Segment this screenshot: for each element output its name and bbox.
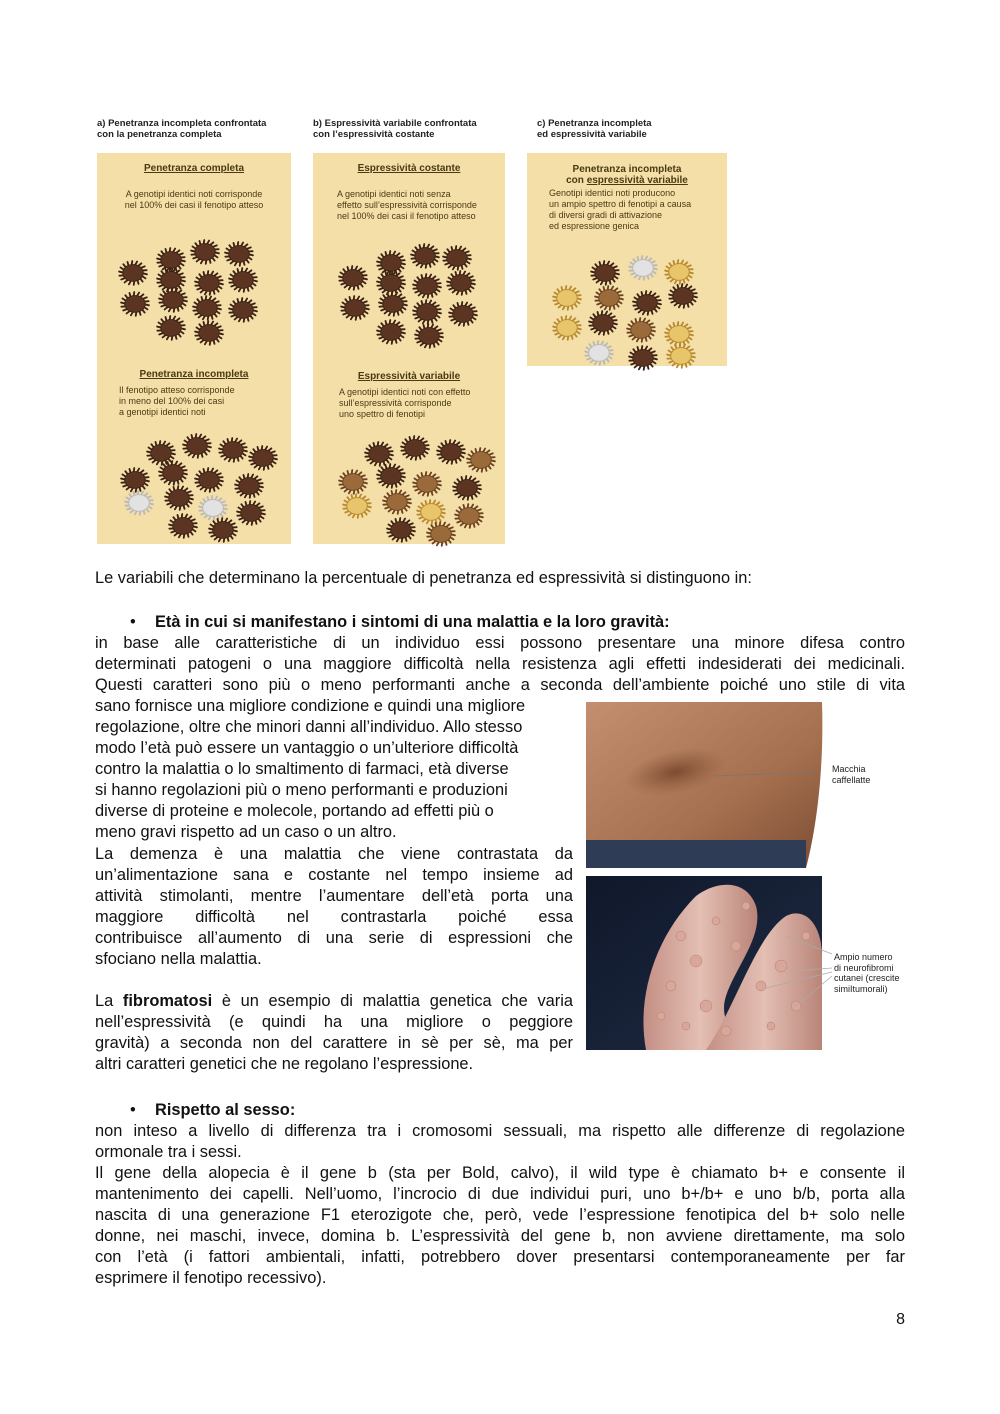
hair-tuft-icon — [411, 469, 443, 497]
hair-tuft-icon — [631, 288, 663, 316]
cafe-au-lait-label — [832, 764, 870, 785]
panel-b-top-title: Espressività costante — [357, 163, 461, 174]
figure-caption-a — [97, 118, 266, 140]
skin-arm-image — [586, 702, 904, 868]
hair-tuft-icon — [453, 501, 485, 529]
text-line: gravità) a seconda non del carattere in sè per sè, ma per — [95, 1034, 573, 1052]
text-line: sull’espressività corrisponde — [339, 398, 452, 408]
hair-tuft-icon — [193, 318, 225, 346]
cafe-au-lait-photo — [586, 702, 904, 868]
panel-a-top-text — [97, 189, 291, 211]
hair-tuft-icon — [341, 491, 373, 519]
label-line: simiItumorali) — [834, 983, 888, 994]
text-line: nascita di una generazione F1 eterozigote che, però, vede l’espressione fenotipica del b+ solo nelle — [95, 1206, 905, 1224]
neurofibroma-label — [834, 952, 900, 994]
caption-line: a) Penetranza incompleta confrontata — [97, 118, 267, 129]
text-line: in base alle caratteristiche di un individuo essi possono presentare una minore difesa contro — [95, 634, 905, 652]
hair-tuft-icon — [445, 268, 477, 296]
text-line: contribuisce all’aumento di una serie di espressioni che — [95, 929, 573, 947]
figure-caption-c — [537, 118, 652, 140]
hair-tuft-icon — [227, 295, 259, 323]
intro-paragraph: Le variabili che determinano la percentuale di penetranza ed espressività si distinguono in: — [95, 569, 752, 587]
text-span: La — [95, 992, 123, 1010]
text-line: ormonale tra i sessi. — [95, 1143, 242, 1161]
text-line: modo l’età può essere un vantaggio o un’ulteriore difficoltà — [95, 739, 519, 757]
panel-c-title — [527, 164, 727, 186]
hair-tuft-icon — [157, 458, 189, 486]
label-line: Ampio numero — [834, 952, 893, 962]
panel-a-bottom-title: Penetranza incompleta — [139, 369, 249, 380]
text-line: in meno del 100% dei casi — [119, 396, 225, 406]
hair-tuft-icon — [191, 293, 223, 321]
hair-tuft-icon — [227, 265, 259, 293]
label-line: di neurofibromi — [834, 962, 894, 973]
text-line: donne, nei maschi, invece, domina b. L’espressività del gene b, non avviene direttamente, ma solo — [95, 1227, 905, 1245]
hair-tuft-icon — [425, 519, 457, 547]
text-line: nell’espressività (e quindi ha una migliore o peggiore — [95, 1013, 573, 1031]
hair-tuft-icon — [193, 465, 225, 493]
label-line: caffellatte — [832, 774, 871, 785]
title-line: Penetranza incompleta — [572, 164, 682, 175]
caption-line: c) Penetranza incompleta — [537, 118, 652, 129]
page-number: 8 — [896, 1311, 905, 1328]
text-line: ed espressione genica — [549, 221, 640, 231]
label-line: cutanei (crescite — [834, 973, 900, 983]
text-line: Questi caratteri sono più o meno performanti anche a seconda dell’ambiente poiché uno stile di vita — [95, 676, 905, 694]
hair-tuft-icon — [167, 511, 199, 539]
hair-tuft-icon — [411, 271, 443, 299]
hair-tuft-icon — [339, 293, 371, 321]
hair-tuft-icon — [375, 317, 407, 345]
text-line: meno gravi rispetto ad un caso o un altro. — [95, 823, 397, 841]
hair-tuft-icon — [119, 289, 151, 317]
text-line — [95, 991, 573, 1012]
hair-tuft-icon — [233, 471, 265, 499]
bold-term: fibromatosi — [122, 992, 213, 1010]
text-line: altri caratteri genetici che ne regolano l’espressione. — [95, 1055, 474, 1073]
bullet-heading-text: Rispetto al sesso: — [155, 1101, 296, 1119]
hair-tuft-icon — [377, 289, 409, 317]
hair-tuft-icon — [441, 243, 473, 271]
text-line: nel 100% dei casi il fenotipo atteso — [337, 211, 476, 221]
hair-tuft-icon — [451, 473, 483, 501]
text-line: Il fenotipo atteso corrisponde — [119, 385, 235, 395]
bullet-heading-sex — [130, 1100, 296, 1121]
hair-tuft-icon — [551, 283, 583, 311]
bullet-icon: • — [130, 613, 136, 631]
hair-tuft-icon — [625, 315, 657, 343]
hair-tuft-icon — [667, 281, 699, 309]
hair-tuft-icon — [163, 483, 195, 511]
hair-tuft-icon — [157, 285, 189, 313]
text-line: A genotipi identici noti con effetto — [339, 387, 471, 397]
hair-tuft-icon — [583, 338, 615, 366]
text-line: attività stimolanti, mentre l’aumentare dell’età porta una — [95, 887, 573, 905]
hair-tuft-icon — [587, 308, 619, 336]
text-line: sano fornisce una migliore condizione e quindi una migliore — [95, 697, 526, 715]
hair-tuft-icon — [435, 437, 467, 465]
panel-b-top-text — [337, 189, 477, 222]
bullet-heading-age — [130, 612, 670, 633]
hair-tuft-icon — [235, 498, 267, 526]
hair-tuft-icon — [399, 433, 431, 461]
hair-tuft-icon — [589, 258, 621, 286]
label-line: Macchia — [832, 764, 866, 774]
text-line: esprimere il fenotipo recessivo). — [95, 1269, 327, 1287]
text-line: A genotipi identici noti corrisponde — [125, 189, 263, 199]
text-line: Genotipi identici noti producono — [549, 188, 676, 198]
caption-line: ed espressività variabile — [537, 129, 647, 140]
text-span: è un esempio di malattia genetica che varia — [212, 992, 573, 1010]
neurofibroma-photo — [586, 876, 904, 1050]
text-line: un ampio spettro di fenotipi a causa — [549, 199, 692, 209]
hair-tuft-icon — [413, 321, 445, 349]
text-line: A genotipi identici noti senza — [337, 189, 451, 199]
text-line: contro la malattia o lo smaltimento di farmaci, età diverse — [95, 760, 509, 778]
hair-tuft-icon — [223, 239, 255, 267]
title-prefix: con — [566, 175, 587, 186]
text-line: mantenimento dei capelli. Nell’uomo, l’incrocio di due individui puri, uno b+/b+ e uno b/b, porta alla — [95, 1185, 905, 1203]
hair-tuft-icon — [447, 299, 479, 327]
hair-tuft-icon — [117, 258, 149, 286]
panel-b — [313, 153, 505, 544]
hair-tuft-icon — [217, 435, 249, 463]
text-line: sfociano nella malattia. — [95, 950, 262, 968]
hair-tuft-icon — [193, 268, 225, 296]
panel-a — [97, 153, 291, 544]
panel-a-top-title: Penetranza completa — [143, 163, 245, 174]
text-line: un’alimentazione sana e costante nel tempo insieme ad — [95, 866, 573, 884]
text-line: nel 100% dei casi il fenotipo atteso — [124, 200, 264, 210]
text-line: Il gene della alopecia è il gene b (sta per Bold, calvo), il wild type è chiamato b+ e consente il — [95, 1164, 905, 1182]
hair-tuft-icon — [247, 443, 279, 471]
hair-tuft-icon — [381, 487, 413, 515]
bullet-heading-text: Età in cui si manifestano i sintomi di una malattia e la loro gravità: — [155, 613, 670, 631]
text-line: determinati patogeni o una maggiore difficoltà nella resistenza agli effetti indesiderati dei medicinali. — [95, 655, 905, 673]
bullet-icon: • — [130, 1101, 136, 1119]
caption-line: con la penetranza completa — [97, 129, 222, 140]
hair-tuft-icon — [593, 283, 625, 311]
caption-line: b) Espressività variabile confrontata — [313, 118, 477, 129]
hair-tuft-icon — [207, 515, 239, 543]
panel-b-bottom-text — [339, 387, 470, 420]
text-line: diverse di proteine e molecole, portando ad effetti più o — [95, 802, 494, 820]
hair-tuft-icon — [181, 431, 213, 459]
title-underlined: espressività variabile — [586, 175, 688, 186]
hair-tuft-icon — [551, 313, 583, 341]
text-line: effetto sull’espressività corrisponde — [337, 200, 477, 210]
text-line: La demenza è una malattia che viene contrastata da — [95, 845, 573, 863]
hair-tuft-icon — [665, 341, 697, 369]
hair-tuft-icon — [337, 263, 369, 291]
panel-b-bottom-title: Espressività variabile — [357, 371, 461, 382]
hair-tuft-icon — [627, 253, 659, 281]
text-line: di diversi gradi di attivazione — [549, 210, 663, 220]
figure-caption-b — [313, 118, 477, 140]
text-line: regolazione, oltre che minori danni all’individuo. Allo stesso — [95, 718, 523, 736]
panel-a-bottom-text — [119, 385, 235, 418]
text-line: maggiore difficoltà nel contrastarla poiché essa — [95, 908, 573, 926]
text-line: uno spettro di fenotipi — [339, 409, 426, 419]
text-line: non inteso a livello di differenza tra i cromosomi sessuali, ma rispetto alle differenze di regolazione — [95, 1122, 905, 1140]
hair-tuft-icon — [375, 461, 407, 489]
hair-tuft-icon — [155, 313, 187, 341]
panel-c — [527, 153, 727, 366]
hair-tuft-icon — [627, 343, 659, 371]
title-line-2 — [527, 175, 727, 186]
hair-tuft-icon — [385, 515, 417, 543]
caption-line: con l’espressività costante — [313, 129, 435, 140]
text-line: si hanno regolazioni più o meno performanti e produzioni — [95, 781, 508, 799]
hair-tuft-icon — [465, 445, 497, 473]
hair-tuft-icon — [189, 237, 221, 265]
hair-tuft-icon — [123, 488, 155, 516]
hair-tuft-icon — [409, 241, 441, 269]
text-line: a genotipi identici noti — [119, 407, 206, 417]
panel-c-text — [549, 188, 691, 232]
text-line: con l’età (i fattori ambientali, infatti, potrebbero dover presentarsi contemporaneamente per far — [95, 1248, 905, 1266]
